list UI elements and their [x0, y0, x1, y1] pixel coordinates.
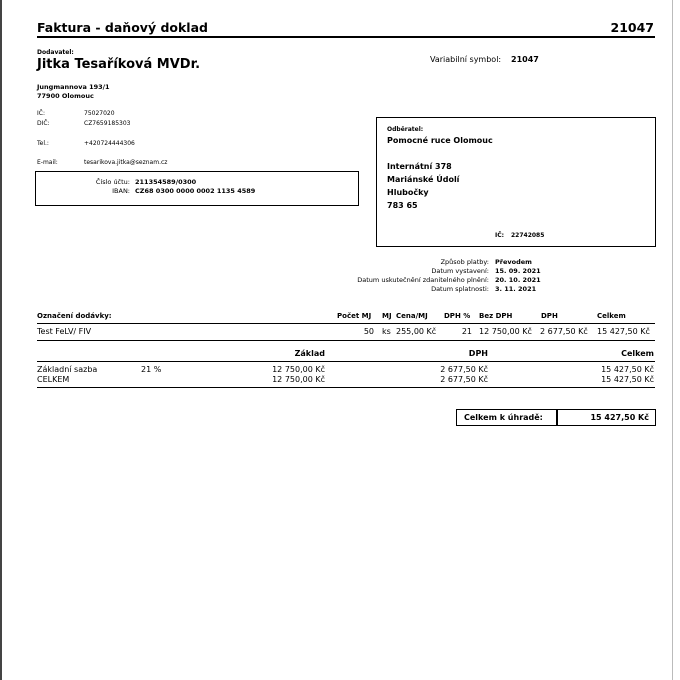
variable-symbol-label: Variabilní symbol:: [430, 55, 502, 64]
summary-base: 12 750,00 Kč: [272, 365, 325, 374]
bank-iban-label: IBAN:: [112, 187, 130, 195]
summary-total-total: 15 427,50 Kč: [601, 375, 654, 384]
summary-header-vat: DPH: [468, 349, 488, 358]
item-qty: 50: [363, 327, 374, 336]
customer-name: Pomocné ruce Olomouc: [387, 136, 493, 145]
supplier-tel: +420724444306: [84, 140, 135, 147]
header-rule: [37, 36, 655, 38]
page-border-right: [672, 0, 673, 680]
item-net: 12 750,00 Kč: [479, 327, 532, 336]
summary-total-vat: 2 677,50 Kč: [440, 375, 488, 384]
item-price: 255,00 Kč: [396, 327, 437, 336]
grand-total-label: Celkem k úhradě:: [464, 413, 543, 422]
supplier-email: tesarikova.jitka@seznam.cz: [84, 159, 168, 166]
summary-rate-label: Základní sazba: [37, 365, 98, 374]
due-date-label: Datum splatnosti:: [431, 285, 489, 293]
items-bottom-rule: [37, 340, 655, 341]
summary-vat: 2 677,50 Kč: [440, 365, 488, 374]
supplier-email-label: E-mail:: [37, 159, 58, 166]
customer-town: Hlubočky: [387, 188, 429, 197]
item-designation: Test FeLV/ FIV: [37, 327, 92, 336]
items-header-rule: [37, 323, 655, 324]
invoice-title: Faktura - daňový doklad: [37, 20, 208, 35]
supplier-label: Dodavatel:: [37, 49, 74, 56]
supplier-dic-label: DIČ:: [37, 120, 50, 127]
supplier-tel-label: Tel.:: [37, 140, 49, 147]
bank-iban: CZ68 0300 0000 0002 1135 4589: [135, 187, 256, 195]
issue-date-label: Datum vystavení:: [431, 267, 489, 275]
items-header-vat: DPH: [541, 312, 558, 320]
items-header-total: Celkem: [597, 312, 626, 320]
variable-symbol: 21047: [511, 55, 539, 64]
issue-date: 15. 09. 2021: [495, 267, 541, 275]
taxable-date: 20. 10. 2021: [495, 276, 541, 284]
grand-total-value: 15 427,50 Kč: [590, 413, 649, 422]
summary-rate: 21 %: [141, 365, 162, 374]
grand-total-divider: [556, 410, 558, 426]
supplier-name: Jitka Tesaříková MVDr.: [37, 57, 201, 72]
customer-zip: 783 65: [387, 201, 418, 210]
summary-total-label: CELKEM: [37, 375, 70, 384]
customer-street: Internátní 378: [387, 162, 452, 171]
item-vat-pct: 21: [461, 327, 472, 336]
items-header-qty: Počet MJ: [337, 312, 372, 320]
summary-header-rule: [37, 361, 655, 362]
customer-district: Mariánské Údolí: [387, 175, 460, 184]
bank-account-label: Číslo účtu:: [95, 178, 130, 186]
invoice-number: 21047: [610, 20, 654, 35]
item-vat: 2 677,50 Kč: [540, 327, 588, 336]
items-header-unit: MJ: [382, 312, 392, 320]
taxable-date-label: Datum uskutečnění zdanitelného plnění:: [357, 276, 489, 284]
summary-header-base: Základ: [294, 349, 325, 358]
supplier-street: Jungmannova 193/1: [37, 83, 110, 91]
item-total: 15 427,50 Kč: [597, 327, 650, 336]
customer-label: Odběratel:: [387, 126, 424, 133]
supplier-city: 77900 Olomouc: [37, 92, 94, 100]
items-header-price: Cena/MJ: [396, 312, 428, 320]
summary-total-base: 12 750,00 Kč: [272, 375, 325, 384]
items-header-net: Bez DPH: [479, 312, 513, 320]
payment-method-label: Způsob platby:: [440, 258, 489, 266]
summary-bottom-rule: [37, 387, 655, 388]
bank-account: 211354589/0300: [135, 178, 197, 186]
items-header-designation: Označení dodávky:: [37, 312, 112, 320]
summary-header-total: Celkem: [621, 349, 654, 358]
customer-ic-label: IČ:: [495, 232, 505, 239]
due-date: 3. 11. 2021: [495, 285, 537, 293]
supplier-dic: CZ7659185303: [84, 120, 131, 127]
payment-method: Převodem: [495, 258, 532, 266]
supplier-ic: 75027020: [84, 110, 115, 117]
page-border-left: [0, 0, 2, 680]
summary-total: 15 427,50 Kč: [601, 365, 654, 374]
customer-ic: 22742085: [511, 232, 545, 239]
items-header-vat-pct: DPH %: [444, 312, 471, 320]
supplier-ic-label: IČ:: [37, 110, 45, 117]
item-unit: ks: [382, 327, 391, 336]
